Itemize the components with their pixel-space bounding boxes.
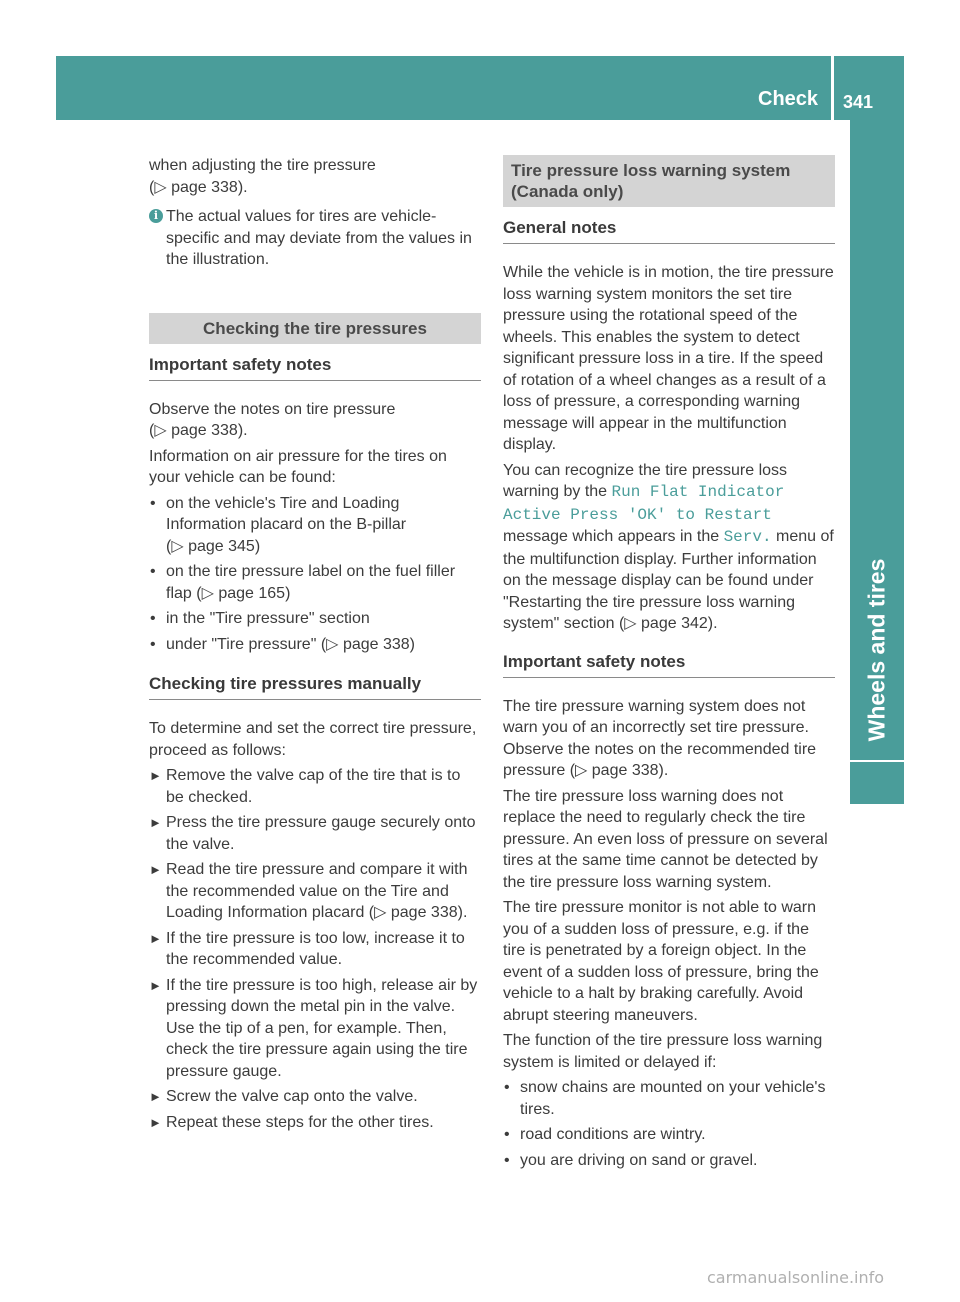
safety-paragraph: The tire pressure warning system does not warn you of an incorrectly set tire pressure. Observe the notes on the recommended tire pressure (▷ page 338). bbox=[503, 697, 817, 779]
observe-paragraph: Observe the notes on tire pressure (▷ page 338). bbox=[149, 400, 396, 439]
subhead-safety: Important safety notes bbox=[149, 354, 481, 381]
right-column bbox=[503, 155, 835, 1175]
intro-paragraph: when adjusting the tire pressure (▷ page 338). bbox=[149, 157, 376, 196]
list-item: • on the tire pressure label on the fuel filler flap (▷ page 165) bbox=[150, 563, 456, 602]
chapter-title: Check bbox=[758, 88, 819, 110]
list-item: • you are driving on sand or gravel. bbox=[504, 1151, 758, 1169]
page-ref-arrow-icon: ▷ bbox=[326, 635, 339, 653]
safety-paragraph: The tire pressure loss warning does not replace the need to regularly check the tire pressure. An even loss of pressure on several tires at the same time cannot be detected by the tire pressure loss warning system. bbox=[503, 787, 828, 891]
list-item: • under "Tire pressure" (▷ page 338) bbox=[150, 635, 415, 653]
section-title: Checking the tire pressures bbox=[149, 313, 481, 344]
list-item: • road conditions are wintry. bbox=[504, 1126, 706, 1143]
step-arrow-icon: ► bbox=[149, 1089, 162, 1104]
display-message: Run Flat Indicator Active Press 'OK' to Restart bbox=[503, 483, 785, 524]
general-paragraph: While the vehicle is in motion, the tire pressure loss warning system monitors the set tire pressure using the rotational speed of the wheels. This enables the system to detect significant pressure loss in a tire. If the speed of rotation of a wheel changes as a result of a loss of pressure, a corresponding warning message will appear in the multifunction display. bbox=[503, 264, 834, 453]
menu-name: Serv. bbox=[723, 528, 772, 546]
side-tab-marker bbox=[850, 762, 904, 804]
step-item: ► If the tire pressure is too low, increase it to the recommended value. bbox=[149, 929, 465, 968]
left-column bbox=[149, 155, 481, 1137]
step-arrow-icon: ► bbox=[149, 815, 162, 830]
list-item: • snow chains are mounted on your vehicle's tires. bbox=[504, 1079, 826, 1118]
page-ref-arrow-icon: ▷ bbox=[201, 584, 214, 602]
step-item: ► Press the tire pressure gauge securely onto the valve. bbox=[149, 814, 476, 853]
page-ref-arrow-icon: ▷ bbox=[171, 537, 184, 555]
section-title: Tire pressure loss warning system (Canada only) bbox=[503, 155, 835, 207]
manual-intro: To determine and set the correct tire pressure, proceed as follows: bbox=[149, 720, 477, 759]
step-item: ► Screw the valve cap onto the valve. bbox=[149, 1086, 481, 1108]
air-info-paragraph: Information on air pressure for the tires on your vehicle can be found: bbox=[149, 447, 447, 486]
recognize-paragraph: You can recognize the tire pressure loss warning by the Run Flat Indicator Active Press 'OK' to Restart message which appears in the Serv. menu of the multifunction display. Further information on the message display can be found under "Restarting the tire pressure loss warning system" section (▷ page 342). bbox=[503, 461, 834, 632]
subhead-general: General notes bbox=[503, 217, 835, 244]
subhead-safety-right: Important safety notes bbox=[503, 651, 835, 678]
step-arrow-icon: ► bbox=[149, 768, 162, 783]
step-item: ► If the tire pressure is too high, release air by pressing down the metal pin in the valve. Use the tip of a pen, for example. Then, check the tire pressure again using the tire pressure gauge. bbox=[149, 976, 478, 1080]
page-number: 341 bbox=[843, 92, 874, 112]
info-icon: i bbox=[149, 209, 163, 223]
list-item: • on the vehicle's Tire and Loading Information placard on the B-pillar (▷ page 345) bbox=[150, 494, 407, 555]
step-arrow-icon: ► bbox=[149, 862, 162, 877]
step-arrow-icon: ► bbox=[149, 930, 162, 946]
step-arrow-icon: ► bbox=[149, 1114, 162, 1130]
header-divider bbox=[831, 56, 834, 120]
step-arrow-icon: ► bbox=[149, 977, 162, 993]
step-item: ► Read the tire pressure and compare it with the recommended value on the Tire and Loading Information placard (▷ page 338). bbox=[149, 861, 468, 921]
info-note: i The actual values for tires are vehicle-specific and may deviate from the values in the illustration. bbox=[149, 206, 481, 271]
subhead-manual: Checking tire pressures manually bbox=[149, 673, 481, 700]
step-item: ► Remove the valve cap of the tire that is to be checked. bbox=[149, 767, 461, 806]
safety-paragraph: The function of the tire pressure loss warning system is limited or delayed if: bbox=[503, 1032, 823, 1071]
watermark: carmanualsonline.info bbox=[707, 1268, 885, 1287]
page-ref-arrow-icon: ▷ bbox=[154, 422, 167, 439]
side-tab-label: Wheels and tires bbox=[863, 558, 890, 742]
safety-paragraph: The tire pressure monitor is not able to warn you of a sudden loss of pressure, e.g. if the tire is penetrated by a foreign object. In the event of a sudden loss of pressure, bring the vehicle to a halt by braking carefully. Avoid abrupt steering maneuvers. bbox=[503, 899, 819, 1024]
list-item: • in the "Tire pressure" section bbox=[150, 610, 370, 627]
page-ref-arrow-icon: ▷ bbox=[154, 178, 167, 196]
page-ref-arrow-icon: ▷ bbox=[624, 615, 637, 632]
step-item: ► Repeat these steps for the other tires. bbox=[149, 1112, 481, 1134]
